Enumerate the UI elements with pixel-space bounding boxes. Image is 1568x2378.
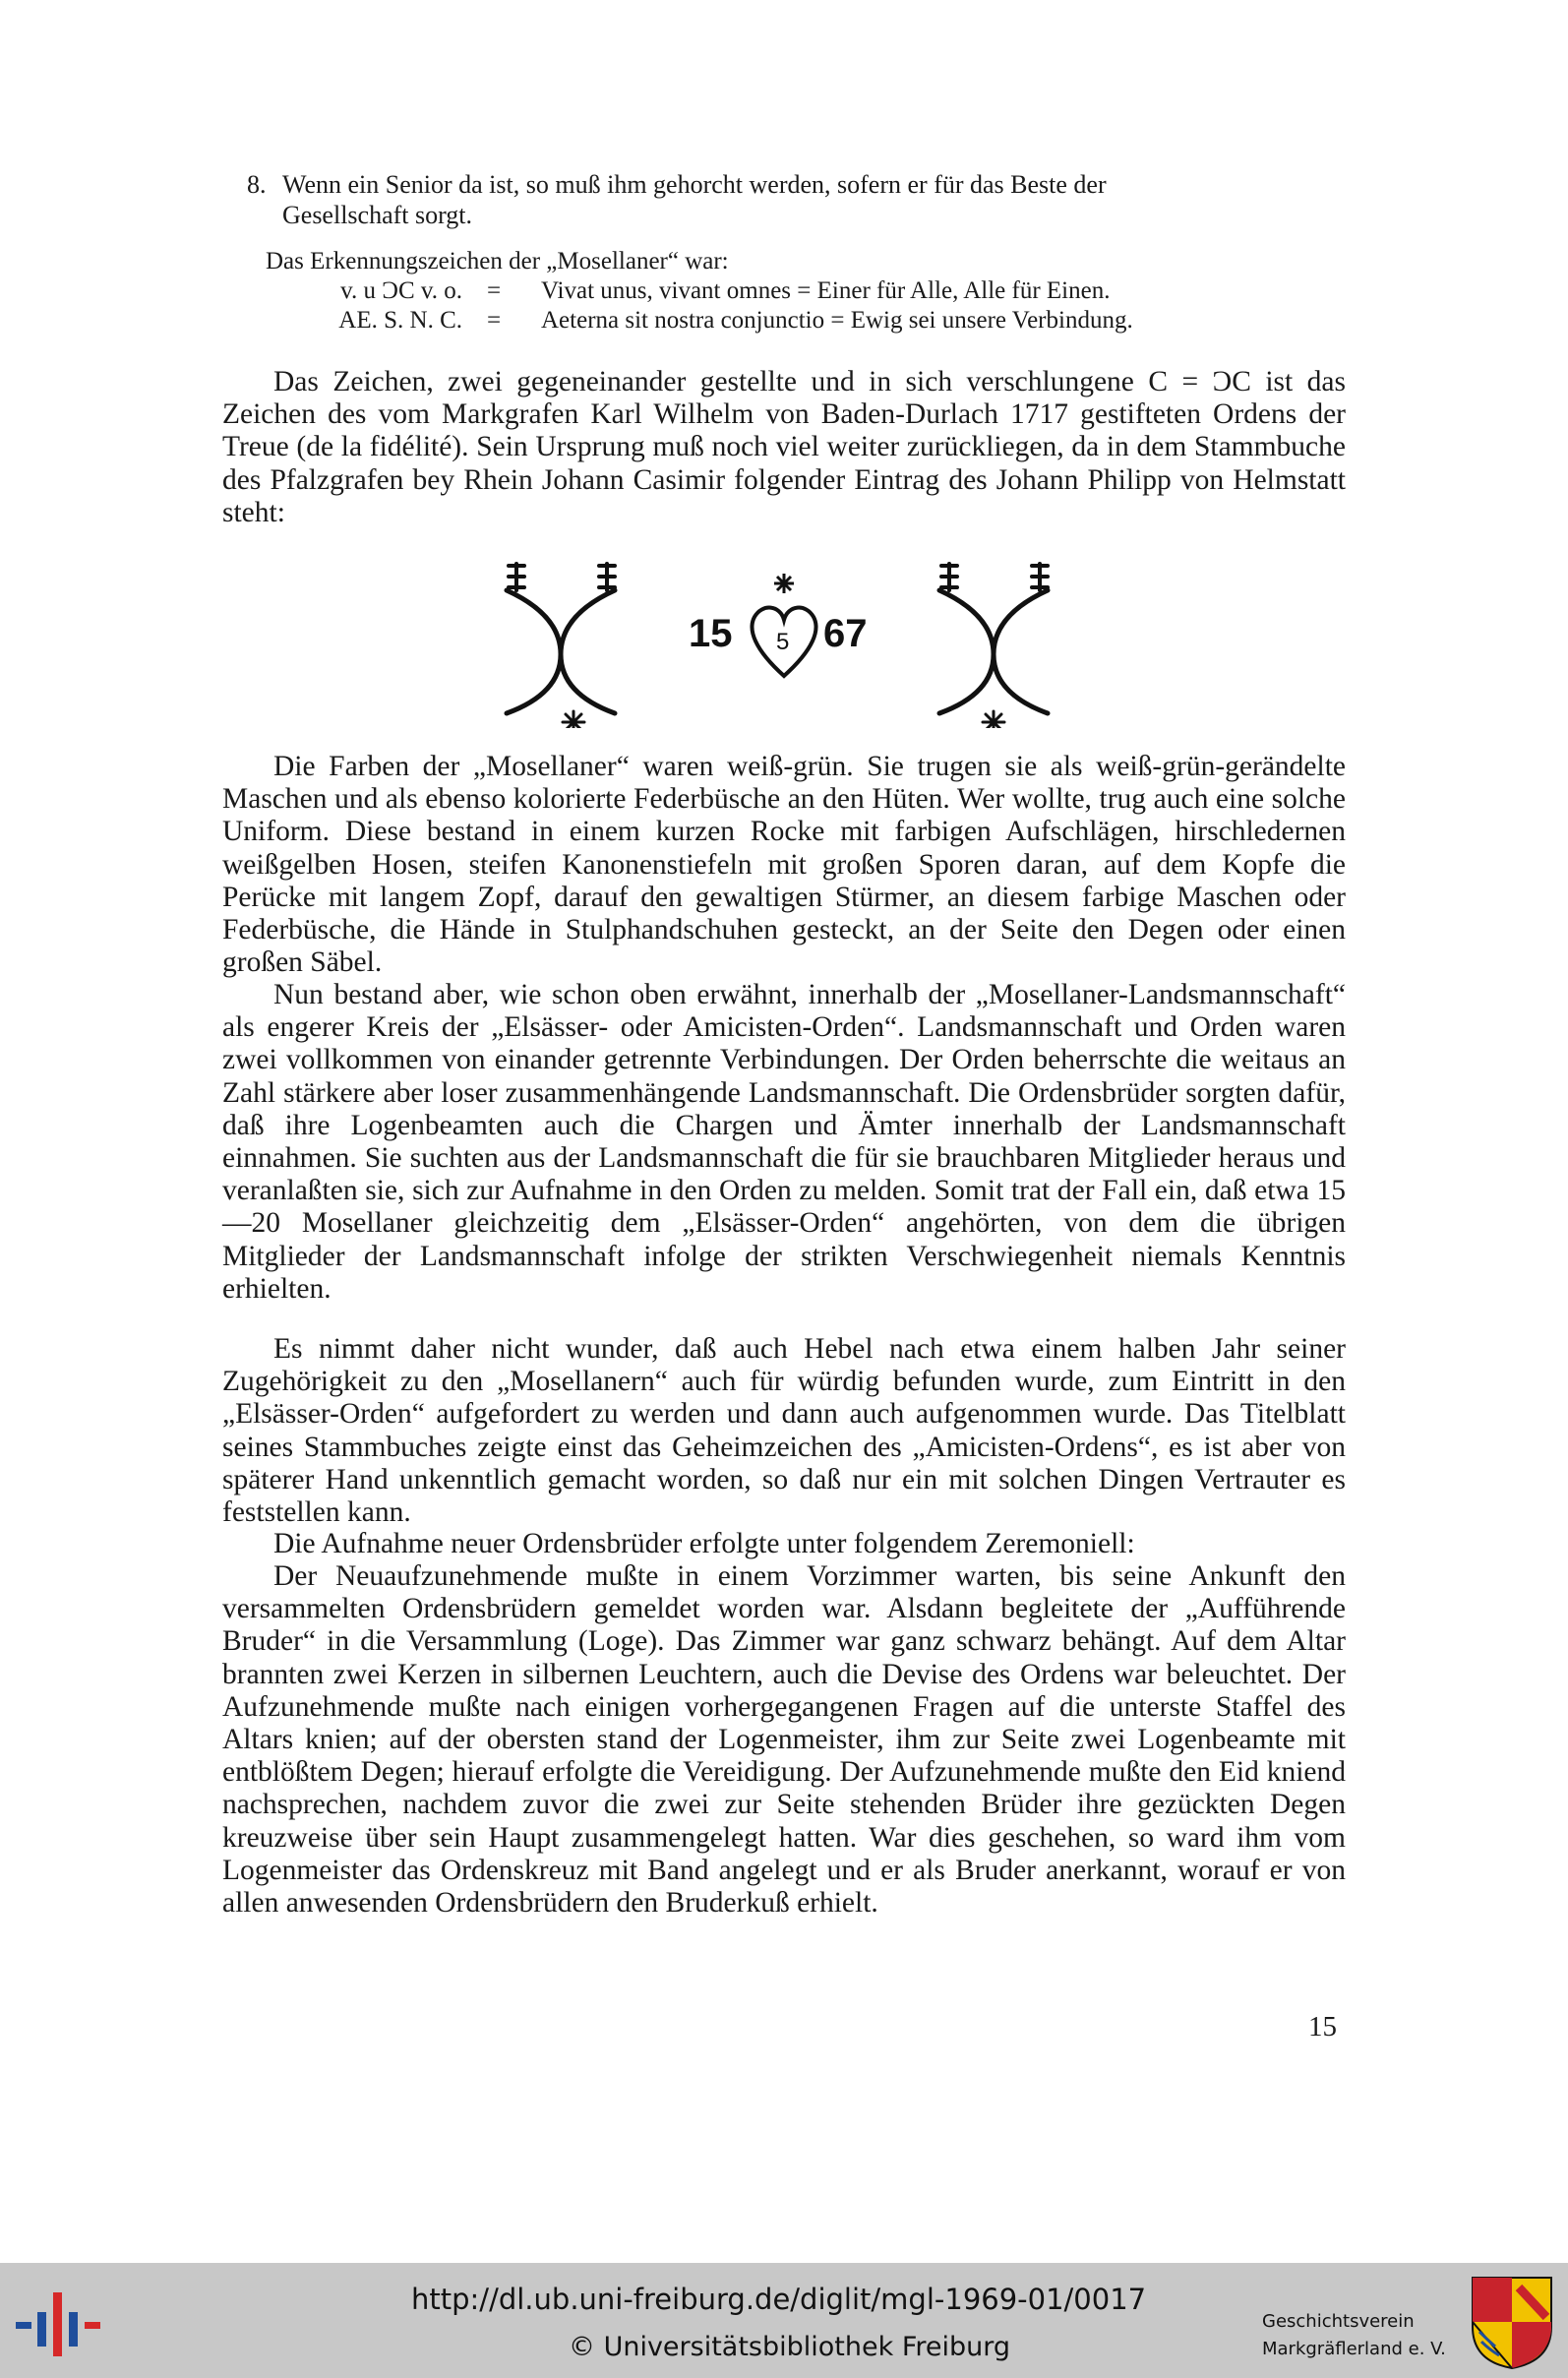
rule-text-line2: Gesellschaft sorgt.	[282, 201, 473, 229]
paragraph-sign: Das Zeichen, zwei gegeneinander gestellte und in sich verschlungene C = ƆC ist das Zeichen des vom Markgrafen Karl Wilhelm von Baden-Durlach 1717 gestifteten Ordens der Treue (de la fidélité). Sein Ursprung muß noch viel weiter zurückliegen, da in dem Stammbuche des Pfalzgrafen bey Rhein Johann Casimir folgender Eintrag des Johann Philipp von Helmstatt steht:	[222, 366, 1346, 528]
ub-freiburg-logo-icon	[14, 2283, 104, 2361]
footer-org-line2: Markgräflerland e. V.	[1262, 2339, 1446, 2359]
rule-text-line1: Wenn ein Senior da ist, so muß ihm gehorcht werden, sofern er für das Beste der	[282, 170, 1107, 199]
paragraph-ceremony-intro: Die Aufnahme neuer Ordensbrüder erfolgte unter folgendem Zeremoniell:	[273, 1528, 1135, 1559]
footer-url-link[interactable]: http://dl.ub.uni-freiburg.de/diglit/mgl-1969-01/0017	[411, 2283, 1147, 2316]
left-crossed-c-icon	[507, 564, 615, 728]
recognition-intro: Das Erkennungszeichen der „Mosellaner“ war:	[266, 248, 729, 274]
right-crossed-c-icon	[939, 564, 1048, 728]
rule-number: 8.	[247, 170, 267, 199]
recognition-eq: =	[487, 307, 502, 334]
recognition-text: Vivat unus, vivant omnes = Einer für Alle, Alle für Einen.	[541, 277, 1111, 304]
paragraph-order: Nun bestand aber, wie schon oben erwähnt, innerhalb der „Mosellaner-Landsmannschaft“ als engerer Kreis der „Elsässer- oder Amicisten-Orden“. Landsmannschaft und Orden waren zwei vollkommen von einander getrennte Verbindungen. Der Orden beherrschte die weitaus an Zahl stärkere aber loser zusammenhängende Landsmannschaft. Die Ordensbrüder sorgten dafür, daß ihre Logenbeamten auch die Chargen und Ämter innerhalb der Landsmannschaft einnahmen. Sie suchten aus der Landsmannschaft die für sie brauchbaren Mitglieder heraus und veranlaßten sie, sich zur Aufnahme in den Orden zu melden. Somit trat der Fall ein, daß etwa 15—20 Mosellaner gleichzeitig dem „Elsässer-Orden“ angehörten, von dem die übrigen Mitglieder der Landsmannschaft infolge der strikten Verschwiegenheit niemals Kenntnis erhielten.	[222, 979, 1346, 1305]
figure-year-right: 67	[823, 612, 868, 655]
recognition-abbr: AE. S. N. C.	[338, 307, 462, 334]
footer-org-line1: Geschichtsverein	[1262, 2311, 1415, 2332]
rule-item-8	[247, 169, 1344, 230]
footer-bar	[0, 2263, 1568, 2378]
figure-year-left: 15	[689, 612, 733, 655]
heart-digit: 5	[776, 629, 790, 655]
paragraph-colors: Die Farben der „Mosellaner“ waren weiß-grün. Sie trugen sie als weiß-grün-gerändelte Maschen und als ebenso kolorierte Federbüsche an den Hüten. Wer wollte, trug auch eine solche Uniform. Diese bestand in einem kurzen Rocke mit farbigen Aufschlägen, hirschledernen weißgelben Hosen, steifen Kanonenstiefeln mit großen Sporen daran, auf dem Kopfe die Perücke mit langem Zopf, darauf den gewaltigen Stürmer, an diesem farbige Maschen oder Federbüsche, die Hände in Stulphandschuhen gesteckt, an der Seite den Degen oder einen großen Säbel.	[222, 751, 1346, 979]
recognition-abbr: v. u ƆC v. o.	[340, 277, 462, 304]
recognition-text: Aeterna sit nostra conjunctio = Ewig sei unsere Verbindung.	[541, 307, 1133, 334]
heart-icon	[753, 574, 816, 676]
recognition-eq: =	[487, 277, 502, 304]
page-number: 15	[1308, 2011, 1337, 2043]
paragraph-ceremony: Der Neuaufzunehmende mußte in einem Vorzimmer warten, bis seine Ankunft den versammelten Ordensbrüdern gemeldet worden war. Alsdann begleitete der „Aufführende Bruder“ in die Versammlung (Loge). Das Zimmer war ganz schwarz behängt. Auf dem Altar brannten zwei Kerzen in silbernen Leuchtern, auch die Devise des Ordens war beleuchtet. Der Aufzunehmende mußte nach einigen vorhergegangenen Fragen auf die unterste Staffel des Altars knien; auf der obersten stand der Logenmeister, ihm zur Seite zwei Logenbeamte mit entblößtem Degen; hierauf erfolgte die Vereidigung. Der Aufzunehmende mußte den Eid kniend nachsprechen, nachdem zuvor die zwei zur Seite stehenden Brüder ihre gezückten Degen kreuzweise über sein Haupt zusammengelegt hatten. War dies geschehen, so ward ihm vom Logenmeister das Ordenskreuz mit Band angelegt und er als Bruder anerkannt, worauf er von allen anwesenden Ordensbrüdern den Bruderkuß erhielt.	[222, 1560, 1346, 1920]
footer-copyright: © Universitätsbibliothek Freiburg	[569, 2332, 1011, 2362]
helmstatt-emblem-figure	[497, 546, 1087, 728]
coat-of-arms-icon	[1468, 2273, 1556, 2371]
paragraph-hebel: Es nimmt daher nicht wunder, daß auch Hebel nach etwa einem halben Jahr seiner Zugehörigkeit zu den „Mosellanern“ auch für würdig befunden wurde, zum Eintritt in den „Elsässer-Orden“ aufgefordert zu werden und dann auch aufgenommen wurde. Das Titelblatt seines Stammbuches zeigte einst das Geheimzeichen des „Amicisten-Ordens“, es ist aber von späterer Hand unkenntlich gemacht worden, so daß nur ein mit solchen Dingen Vertrauter es feststellen kann.	[222, 1333, 1346, 1529]
